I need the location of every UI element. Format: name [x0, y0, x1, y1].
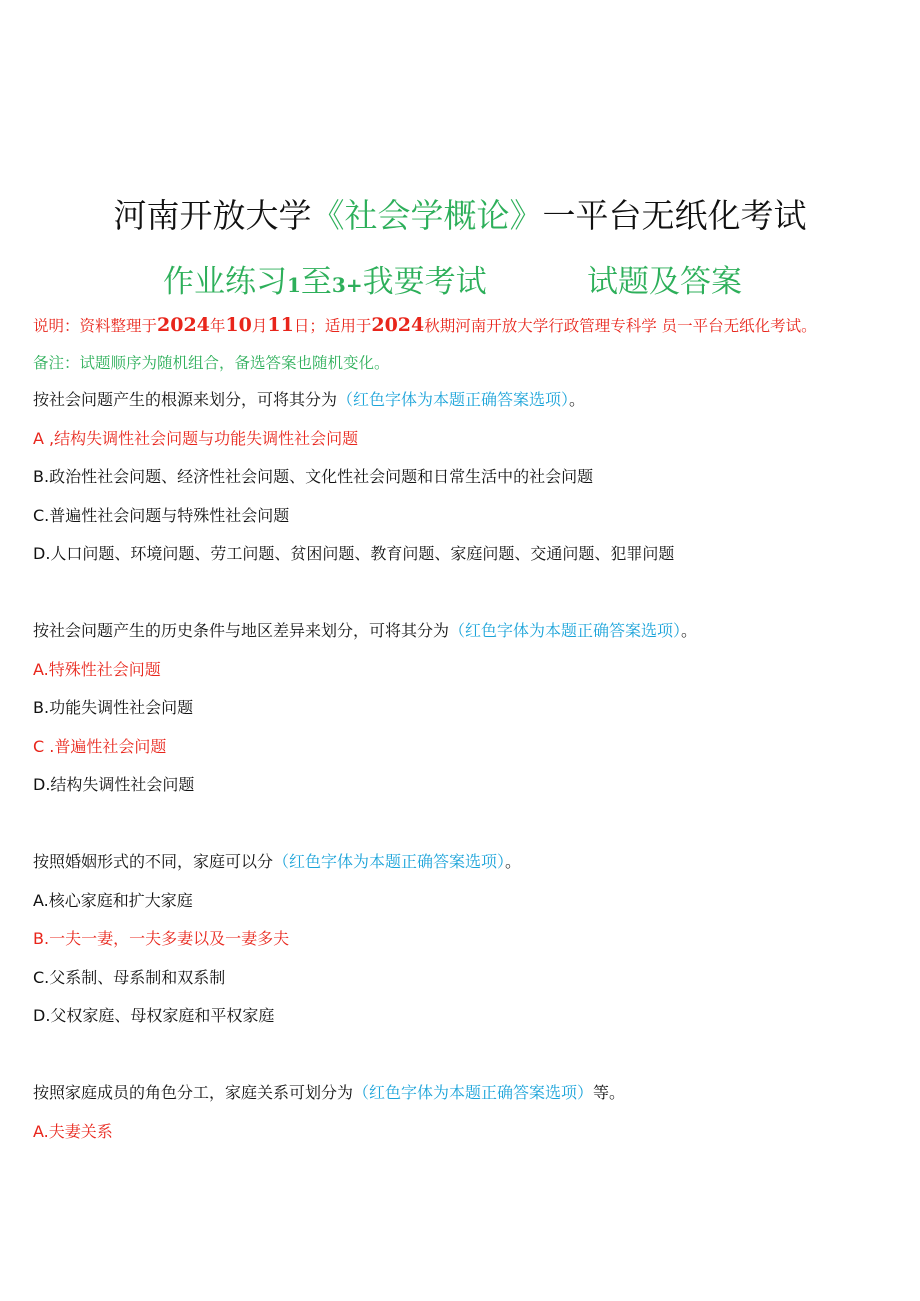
question-tail: 。: [505, 852, 522, 871]
subtitle-text: 我要考试: [362, 264, 487, 300]
document-title: [0, 190, 920, 237]
note-text: 月: [251, 317, 268, 335]
subtitle-text: 至: [300, 264, 332, 300]
answer-option: A.夫妻关系: [33, 1122, 113, 1141]
question-tail: 等。: [593, 1083, 626, 1102]
note-description: [33, 314, 817, 337]
answer-option: D.父权家庭、母权家庭和平权家庭: [33, 1006, 275, 1025]
note-month: 10: [225, 314, 252, 336]
subtitle-right: 试题及答案: [587, 264, 742, 300]
question-hint: （红色字体为本题正确答案选项）: [449, 621, 682, 640]
subtitle-number: 3+: [331, 273, 363, 297]
answer-option: B.政治性社会问题、经济性社会问题、文化性社会问题和日常生活中的社会问题: [33, 467, 594, 486]
question-stem: [33, 620, 697, 642]
answer-option: A.特殊性社会问题: [33, 660, 161, 679]
title-school: 河南开放大学: [113, 196, 312, 235]
note-day: 11: [267, 314, 294, 336]
answer-option: B.一夫一妻，一夫多妻以及一妻多夫: [33, 929, 290, 948]
note-text: 日；适用于: [293, 317, 372, 335]
note-text: 年: [209, 317, 226, 335]
subtitle-number: 1: [287, 273, 301, 297]
title-course: 《社会学概论》: [311, 196, 543, 235]
answer-option: A.核心家庭和扩大家庭: [33, 891, 193, 910]
question-stem: [33, 1082, 625, 1104]
question-tail: 。: [569, 390, 586, 409]
question-hint: （红色字体为本题正确答案选项）: [337, 390, 570, 409]
question-stem: [33, 389, 585, 411]
answer-option: B.功能失调性社会问题: [33, 698, 194, 717]
note-remark: 备注：试题顺序为随机组合，备选答案也随机变化。: [33, 354, 390, 372]
subtitle-text: 作业练习: [163, 264, 287, 300]
answer-option: D.人口问题、环境问题、劳工问题、贫困问题、教育问题、家庭问题、交通问题、犯罪问题: [33, 544, 675, 563]
note-text: 秋期河南开放大学行政管理专科学 员一平台无纸化考试。: [424, 317, 817, 335]
answer-option: C .普遍性社会问题: [33, 737, 167, 756]
question-hint: （红色字体为本题正确答案选项）: [353, 1083, 594, 1102]
note-year: 2024: [157, 314, 210, 336]
answer-option: C.普遍性社会问题与特殊性社会问题: [33, 506, 290, 525]
subtitle-left: [163, 256, 487, 301]
answer-option: D.结构失调性社会问题: [33, 775, 195, 794]
question-text: 按照婚姻形式的不同，家庭可以分: [33, 852, 274, 871]
note-text: 说明：资料整理于: [33, 317, 158, 335]
question-hint: （红色字体为本题正确答案选项）: [273, 852, 506, 871]
question-text: 按社会问题产生的根源来划分，可将其分为: [33, 390, 338, 409]
note-term-year: 2024: [371, 314, 425, 336]
answer-option: C.父系制、母系制和双系制: [33, 968, 226, 987]
question-text: 按照家庭成员的角色分工，家庭关系可划分为: [33, 1083, 354, 1102]
question-tail: 。: [681, 621, 698, 640]
title-exam: 一平台无纸化考试: [542, 196, 807, 235]
answer-option: A ,结构失调性社会问题与功能失调性社会问题: [33, 429, 359, 448]
question-stem: [33, 851, 521, 873]
question-text: 按社会问题产生的历史条件与地区差异来划分，可将其分为: [33, 621, 450, 640]
